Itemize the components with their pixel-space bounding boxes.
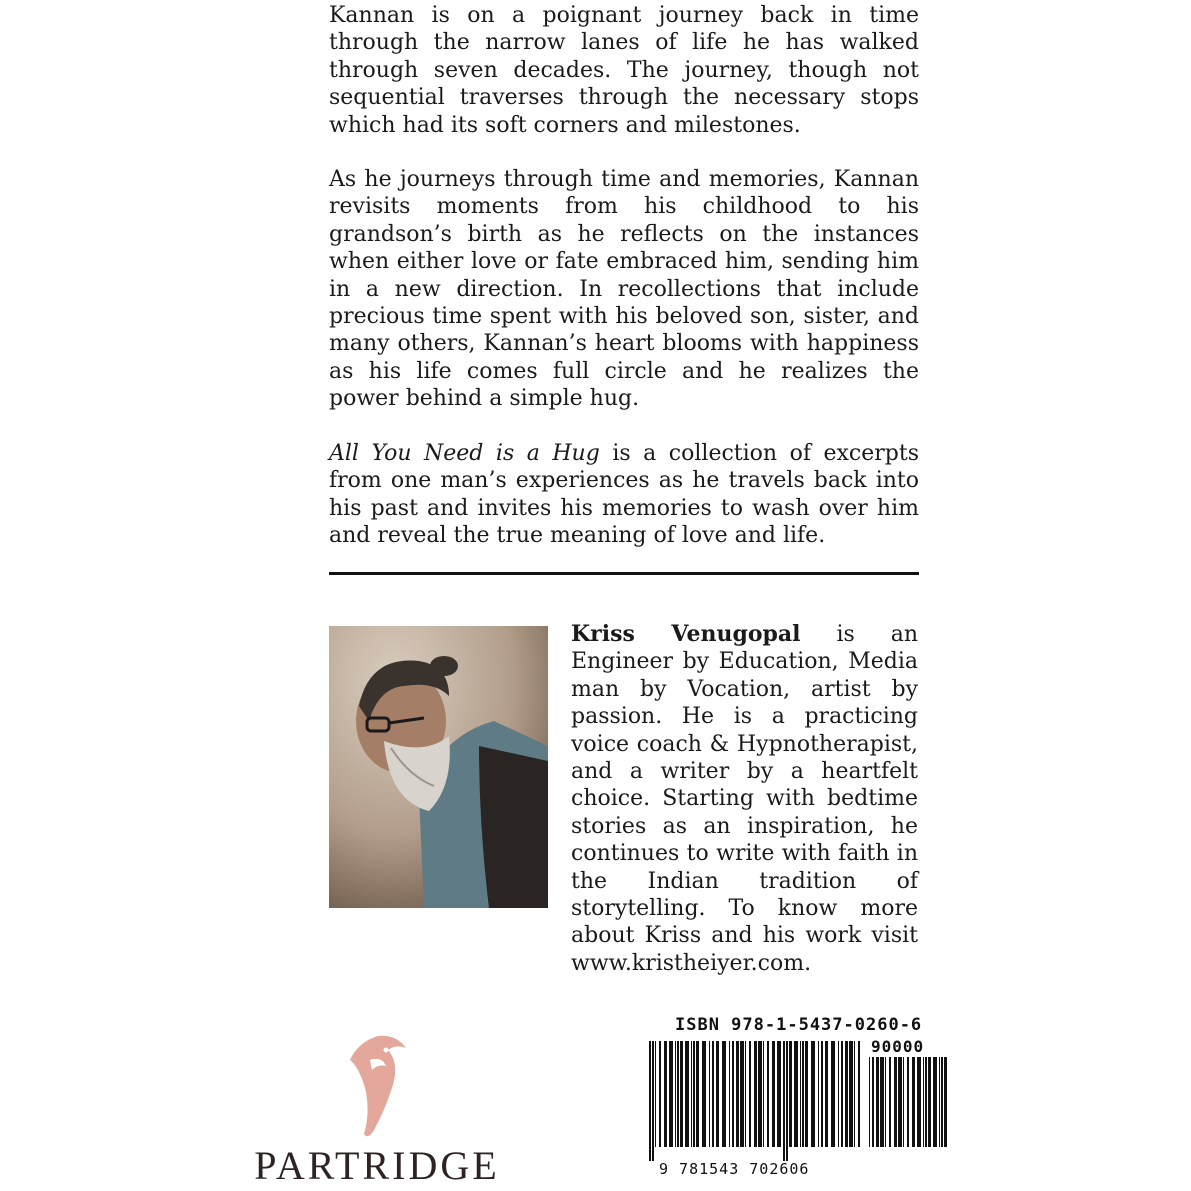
publisher-logo: [246, 1030, 508, 1188]
author-bio-text: is an Engineer by Education, Media man by Vocation, artist by passion. He is a practicing voice coach & Hypnotherapist, and a writer by a heartfelt choice. Starting with bedtime stories as an inspiration, he continues to write with faith in the Indian tradition of storytelling. To know more about Kriss and his work visit www.kristheiyer.com.: [571, 622, 918, 976]
barcode-bar: [898, 1057, 902, 1147]
barcode-bar: [923, 1057, 924, 1147]
barcode-bar: [655, 1041, 656, 1147]
barcode-bar: [754, 1041, 757, 1147]
barcode-bar: [841, 1041, 843, 1147]
barcode-bar: [669, 1041, 673, 1147]
barcode-bar: [933, 1057, 937, 1147]
barcode-bar: [838, 1041, 839, 1147]
barcode-bar: [903, 1057, 904, 1147]
barcode-bar: [831, 1041, 835, 1147]
barcode-bar: [783, 1041, 785, 1161]
barcode-bar: [849, 1041, 853, 1147]
blurb-paragraph-2: As he journeys through time and memories, Kannan revisits moments from his childhood to his grandson’s birth as he reflects on the instances when either love or fate embraced him, sending him in a new direction. In recollections that include precious time spent with his beloved son, sister, and many others, Kannan’s heart blooms with happiness as his life comes full circle and he realizes the power behind a simple hug.: [329, 167, 919, 412]
barcode-bar: [693, 1041, 695, 1147]
barcode-bar: [763, 1041, 764, 1147]
barcode-bar: [800, 1041, 801, 1147]
partridge-bird-icon: [246, 1030, 508, 1142]
barcode-bar: [709, 1041, 710, 1147]
publisher-name: PARTRIDGE: [254, 1143, 500, 1188]
ean-barcode-bars: [647, 1041, 865, 1161]
barcode-bar: [944, 1057, 947, 1147]
barcode-bar: [675, 1041, 676, 1147]
barcode-bar: [716, 1041, 719, 1147]
isbn-number: ISBN 978-1-5437-0260-6: [675, 1015, 923, 1035]
barcode-bar: [740, 1041, 744, 1147]
barcode-bar: [917, 1057, 921, 1147]
barcode-bar: [786, 1041, 788, 1161]
barcode-bar: [696, 1041, 699, 1147]
barcode-bar: [928, 1057, 931, 1147]
author-portrait-illustration: [329, 626, 548, 908]
barcode-bar: [872, 1057, 874, 1147]
addon-barcode-bars: [867, 1057, 950, 1161]
barcode-bar: [825, 1041, 828, 1147]
barcode-bar: [659, 1041, 661, 1147]
barcode-bar: [858, 1041, 860, 1147]
barcode-bar: [912, 1057, 915, 1147]
barcode-bar: [677, 1041, 679, 1147]
barcode-bar: [789, 1041, 792, 1147]
ean-digits: 9 781543 702606: [659, 1160, 810, 1178]
barcode-bar: [885, 1057, 886, 1147]
barcode-bar: [941, 1057, 943, 1147]
price-code: 90000: [871, 1037, 925, 1056]
barcode-bar: [805, 1041, 808, 1147]
barcode-bar: [821, 1041, 823, 1147]
barcode-bar: [845, 1041, 848, 1147]
barcode-bar: [732, 1041, 734, 1147]
isbn-barcode: [647, 1015, 950, 1180]
barcode-bar: [818, 1041, 819, 1147]
book-title: All You Need is a Hug: [329, 440, 600, 466]
barcode-bar: [869, 1057, 870, 1147]
barcode-bar: [745, 1041, 746, 1147]
barcode-bar: [722, 1041, 726, 1147]
barcode-bar: [925, 1057, 927, 1147]
barcode-bar: [894, 1057, 897, 1147]
author-bio: [571, 621, 918, 977]
barcode-bar: [664, 1041, 667, 1147]
author-photo: [329, 626, 548, 908]
barcode-bar: [811, 1041, 815, 1147]
barcode-bar: [685, 1041, 689, 1147]
barcode-bar: [649, 1041, 651, 1161]
barcode-bar: [907, 1057, 909, 1147]
barcode-bar: [691, 1041, 692, 1147]
barcode-bar: [749, 1041, 751, 1147]
barcode-bar: [729, 1041, 730, 1147]
barcode-bar: [736, 1041, 739, 1147]
blurb-paragraph-3: [329, 440, 919, 550]
barcode-bar: [712, 1041, 714, 1147]
barcode-bar: [767, 1041, 769, 1147]
barcode-bar: [777, 1041, 781, 1147]
barcode-bar: [772, 1041, 775, 1147]
barcode-bar: [794, 1041, 798, 1147]
barcode-bar: [889, 1057, 891, 1147]
blurb-paragraph-3-text: is a collection of excerpts from one man’s experiences as he travels back into his past and invites his memories to wash over him and reveal the true meaning of love and life.: [329, 440, 919, 548]
blurb-paragraph-1: Kannan is on a poignant journey back in time through the narrow lanes of life he has walked through seven decades. The journey, though not sequential traverses through the necessary stops which had its soft corners and milestones.: [329, 3, 919, 138]
barcode-bar: [802, 1041, 804, 1147]
barcode-bar: [939, 1057, 940, 1147]
barcode-bar: [680, 1041, 683, 1147]
barcode-bar: [702, 1041, 706, 1147]
barcode-bar: [876, 1057, 879, 1147]
barcode-bar: [880, 1057, 884, 1147]
barcode-bar: [652, 1041, 654, 1161]
back-cover-blurb: [329, 2, 919, 576]
author-name: Kriss Venugopal: [571, 621, 801, 647]
section-divider: [329, 572, 919, 575]
barcode-bar: [854, 1041, 855, 1147]
barcode-bar: [758, 1041, 762, 1147]
